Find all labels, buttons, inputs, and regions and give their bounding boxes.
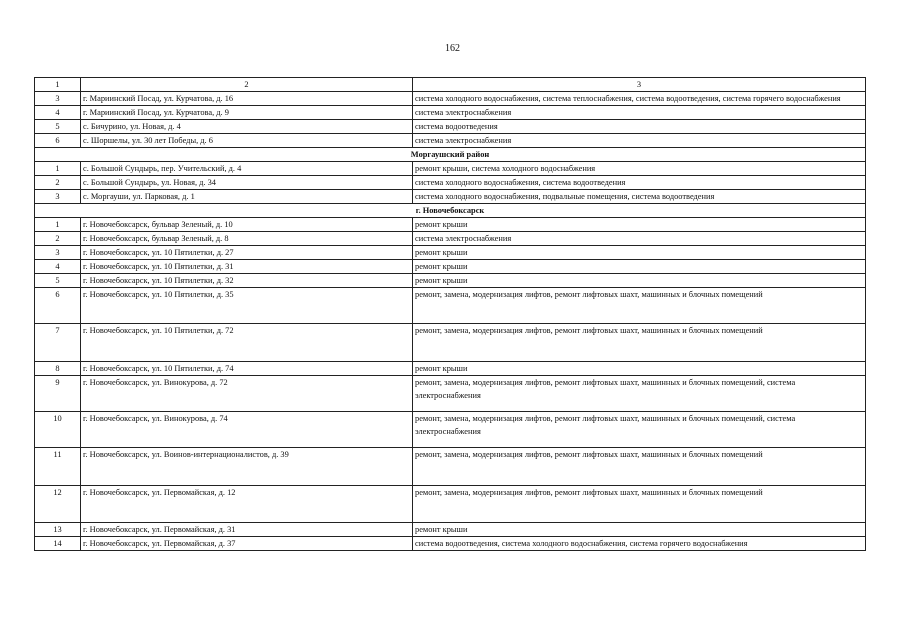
- work-type-cell: ремонт, замена, модернизация лифтов, ремонт лифтовых шахт, машинных и блочных помещений: [413, 288, 866, 324]
- address-cell: с. Бичурино, ул. Новая, д. 4: [81, 120, 413, 134]
- table-row: [35, 106, 866, 120]
- address-cell: г. Новочебоксарск, ул. Первомайская, д. 12: [81, 486, 413, 523]
- table-row: [35, 176, 866, 190]
- work-type-cell: ремонт крыши, система холодного водоснабжения: [413, 162, 866, 176]
- address-cell: г. Новочебоксарск, ул. 10 Пятилетки, д. 31: [81, 260, 413, 274]
- section-header-row: [35, 148, 866, 162]
- table-row: [35, 120, 866, 134]
- column-number-2: 2: [81, 78, 413, 92]
- address-cell: г. Новочебоксарск, бульвар Зеленый, д. 10: [81, 218, 413, 232]
- table-row: [35, 486, 866, 523]
- address-cell: г. Новочебоксарск, ул. Винокурова, д. 74: [81, 412, 413, 448]
- address-cell: г. Мариинский Посад, ул. Курчатова, д. 9: [81, 106, 413, 120]
- section-header-row: [35, 204, 866, 218]
- section-title: Моргаушский район: [35, 148, 866, 162]
- row-number-cell: 6: [35, 134, 81, 148]
- table-row: [35, 232, 866, 246]
- work-type-cell: ремонт, замена, модернизация лифтов, ремонт лифтовых шахт, машинных и блочных помещений: [413, 486, 866, 523]
- address-cell: г. Новочебоксарск, ул. Первомайская, д. 31: [81, 523, 413, 537]
- table-row: [35, 412, 866, 448]
- table-row: [35, 537, 866, 551]
- work-type-cell: система электроснабжения: [413, 232, 866, 246]
- address-cell: г. Мариинский Посад, ул. Курчатова, д. 16: [81, 92, 413, 106]
- table-row: [35, 260, 866, 274]
- row-number-cell: 5: [35, 274, 81, 288]
- row-number-cell: 1: [35, 162, 81, 176]
- address-cell: г. Новочебоксарск, ул. Воинов-интернационалистов, д. 39: [81, 448, 413, 486]
- work-type-cell: система холодного водоснабжения, система теплоснабжения, система водоотведения, система горячего водоснабжения: [413, 92, 866, 106]
- address-cell: г. Новочебоксарск, ул. 10 Пятилетки, д. 27: [81, 246, 413, 260]
- work-type-cell: система холодного водоснабжения, подвальные помещения, система водоотведения: [413, 190, 866, 204]
- address-cell: г. Новочебоксарск, ул. 10 Пятилетки, д. 32: [81, 274, 413, 288]
- work-type-cell: система холодного водоснабжения, система водоотведения: [413, 176, 866, 190]
- row-number-cell: 4: [35, 260, 81, 274]
- work-type-cell: система электроснабжения: [413, 134, 866, 148]
- page-number: 162: [445, 43, 460, 54]
- address-cell: г. Новочебоксарск, бульвар Зеленый, д. 8: [81, 232, 413, 246]
- work-type-cell: ремонт крыши: [413, 218, 866, 232]
- table-row: [35, 448, 866, 486]
- row-number-cell: 3: [35, 92, 81, 106]
- table-row: [35, 162, 866, 176]
- work-type-cell: ремонт, замена, модернизация лифтов, ремонт лифтовых шахт, машинных и блочных помещений, система электроснабжения: [413, 412, 866, 448]
- row-number-cell: 4: [35, 106, 81, 120]
- table-row: [35, 190, 866, 204]
- row-number-cell: 2: [35, 232, 81, 246]
- table-row: [35, 324, 866, 362]
- address-cell: с. Шоршелы, ул. 30 лет Победы, д. 6: [81, 134, 413, 148]
- row-number-cell: 9: [35, 376, 81, 412]
- row-number-cell: 12: [35, 486, 81, 523]
- row-number-cell: 14: [35, 537, 81, 551]
- table-row: [35, 288, 866, 324]
- row-number-cell: 7: [35, 324, 81, 362]
- column-number-3: 3: [413, 78, 866, 92]
- work-type-cell: ремонт крыши: [413, 260, 866, 274]
- row-number-cell: 5: [35, 120, 81, 134]
- row-number-cell: 6: [35, 288, 81, 324]
- row-number-cell: 10: [35, 412, 81, 448]
- work-type-cell: система водоотведения: [413, 120, 866, 134]
- table-row: [35, 246, 866, 260]
- work-type-cell: ремонт крыши: [413, 274, 866, 288]
- row-number-cell: 3: [35, 190, 81, 204]
- table-row: [35, 523, 866, 537]
- column-number-1: 1: [35, 78, 81, 92]
- table-row: [35, 92, 866, 106]
- row-number-cell: 13: [35, 523, 81, 537]
- row-number-cell: 11: [35, 448, 81, 486]
- table-body: [35, 78, 866, 551]
- table-row: [35, 376, 866, 412]
- address-cell: с. Большой Сундырь, пер. Учительский, д. 4: [81, 162, 413, 176]
- work-list-table: [34, 77, 866, 551]
- address-cell: г. Новочебоксарск, ул. 10 Пятилетки, д. 72: [81, 324, 413, 362]
- address-cell: г. Новочебоксарск, ул. 10 Пятилетки, д. 35: [81, 288, 413, 324]
- address-cell: с. Моргауши, ул. Парковая, д. 1: [81, 190, 413, 204]
- work-type-cell: ремонт, замена, модернизация лифтов, ремонт лифтовых шахт, машинных и блочных помещений: [413, 324, 866, 362]
- work-type-cell: ремонт крыши: [413, 362, 866, 376]
- table-row: [35, 362, 866, 376]
- table-row: [35, 134, 866, 148]
- address-cell: г. Новочебоксарск, ул. Первомайская, д. 37: [81, 537, 413, 551]
- work-type-cell: ремонт, замена, модернизация лифтов, ремонт лифтовых шахт, машинных и блочных помещений, система электроснабжения: [413, 376, 866, 412]
- address-cell: с. Большой Сундырь, ул. Новая, д. 34: [81, 176, 413, 190]
- work-type-cell: ремонт, замена, модернизация лифтов, ремонт лифтовых шахт, машинных и блочных помещений: [413, 448, 866, 486]
- work-type-cell: ремонт крыши: [413, 523, 866, 537]
- table-row: [35, 274, 866, 288]
- row-number-cell: 1: [35, 218, 81, 232]
- row-number-cell: 2: [35, 176, 81, 190]
- address-cell: г. Новочебоксарск, ул. Винокурова, д. 72: [81, 376, 413, 412]
- work-type-cell: ремонт крыши: [413, 246, 866, 260]
- row-number-cell: 3: [35, 246, 81, 260]
- work-type-cell: система электроснабжения: [413, 106, 866, 120]
- table-row: [35, 218, 866, 232]
- work-type-cell: система водоотведения, система холодного водоснабжения, система горячего водоснабжения: [413, 537, 866, 551]
- section-title: г. Новочебоксарск: [35, 204, 866, 218]
- row-number-cell: 8: [35, 362, 81, 376]
- column-number-row: [35, 78, 866, 92]
- address-cell: г. Новочебоксарск, ул. 10 Пятилетки, д. 74: [81, 362, 413, 376]
